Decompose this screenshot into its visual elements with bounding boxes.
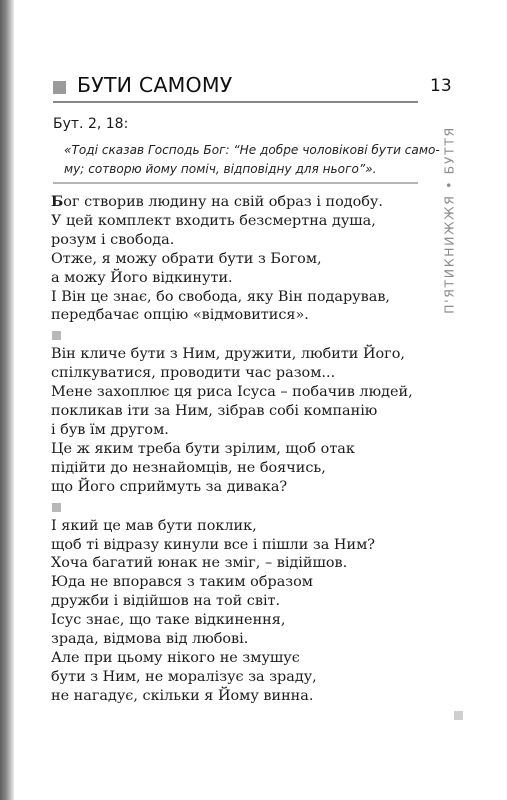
section-separator-square: [52, 331, 61, 340]
body-text: [51, 193, 431, 706]
text-line: і був їм другом.: [51, 421, 169, 438]
text-line: Але при цьому нікого не змушує: [51, 649, 300, 666]
text-line: Отже, я можу обрати бути з Богом,: [51, 250, 322, 267]
text-line: розум і свобода.: [51, 231, 175, 248]
text-line: а можу Його відкинути.: [51, 269, 233, 286]
page-number: 13: [430, 76, 452, 96]
text-line: Ісус знає, що таке відкинення,: [51, 612, 286, 629]
corner-marker-square: [454, 711, 463, 720]
text-line: покликав іти за Ним, зібрав собі компанію: [51, 403, 378, 420]
quote-line: «Тоді сказав Господь Бог: “Не добре чоловікові бути само-: [64, 143, 440, 157]
text-line: не нагадує, скільки я Йому винна.: [51, 687, 314, 704]
title-rule: [53, 101, 418, 103]
paragraph-1: [51, 193, 431, 325]
drop-letter: Б: [51, 193, 64, 210]
scripture-reference: Бут. 2, 18:: [53, 116, 129, 132]
text-line: І Він це знає, бо свобода, яку Він подарував,: [51, 288, 391, 305]
text-line: спілкуватися, проводити час разом...: [51, 365, 336, 382]
paragraph-2: [51, 345, 431, 496]
text-line: бути з Ним, не моралізує за зраду,: [51, 668, 317, 685]
running-head: [437, 110, 461, 330]
quote-rule: [53, 182, 418, 184]
text-line: що Його сприймуть за дивака?: [51, 478, 288, 495]
text-line: Мене захоплює ця риса Ісуса – побачив людей,: [51, 384, 413, 401]
text-line: І який це мав бути поклик,: [51, 517, 257, 534]
text-line: дружби і відійшов на той світ.: [51, 593, 281, 610]
title-bullet-square: [53, 81, 66, 94]
text-line: Він кличе бути з Ним, дружити, любити Його,: [51, 346, 405, 363]
text-line: Юда не впорався з таким образом: [51, 574, 313, 591]
text-line: Хоча багатий юнак не зміг, – відійшов.: [51, 555, 348, 572]
text-line: щоб ті відразу кинули все і пішли за Ним?: [51, 536, 375, 553]
text-line: зрада, відмова від любові.: [51, 631, 249, 648]
running-head-text: П'ЯТИКНИЖЖЯ • БУТТЯ: [441, 126, 457, 314]
section-separator-square: [52, 503, 61, 512]
book-gutter-shadow: [0, 0, 14, 800]
chapter-title: БУТИ САМОМУ: [77, 73, 233, 97]
paragraph-3: [51, 517, 431, 706]
text-line-rest: ог створив людину на свій образ і подобу.: [63, 194, 383, 210]
text-line: підійти до незнайомців, не боячись,: [51, 459, 326, 476]
text-line: У цей комплект входить безсмертна душа,: [51, 212, 376, 229]
text-line: Це ж яким треба бути зрілим, щоб отак: [51, 440, 355, 457]
scripture-quote: [64, 141, 440, 179]
quote-line: му; сотворю йому поміч, відповідну для нього”».: [64, 162, 377, 176]
text-line: [51, 193, 431, 212]
text-line: передбачає опцію «відмовитися».: [51, 307, 309, 324]
